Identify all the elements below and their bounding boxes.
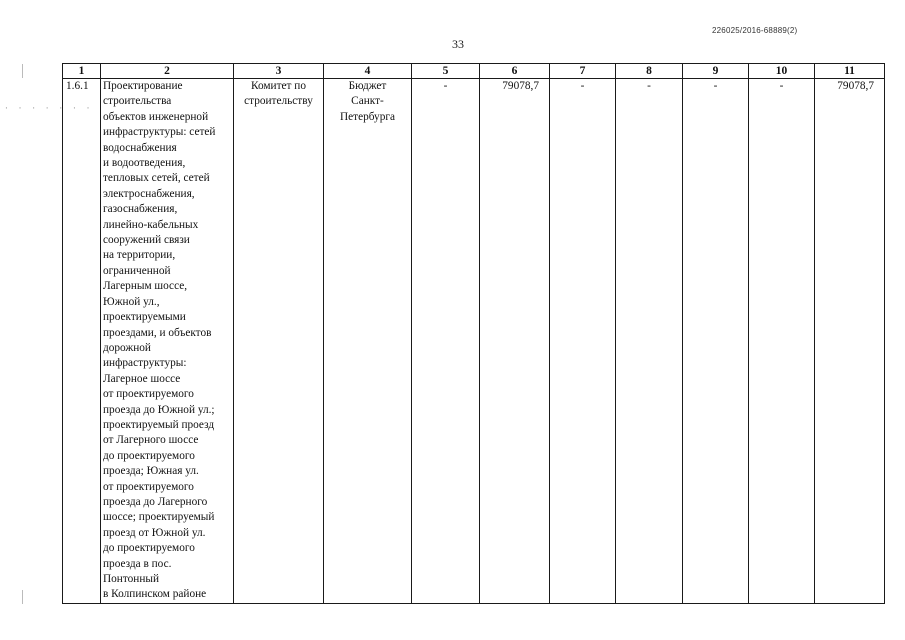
column-header-11: 11 <box>815 64 885 79</box>
cell-col8: - <box>616 79 683 604</box>
document-id: 226025/2016-68889(2) <box>712 26 798 35</box>
cell-col9: - <box>683 79 749 604</box>
description-line: объектов инженерной <box>103 110 209 123</box>
description-line: от проектируемого <box>103 388 194 401</box>
funding-source-line: Санкт- <box>351 95 384 108</box>
description-line: Южной ул., <box>103 295 160 308</box>
funding-source-line: Бюджет <box>348 80 387 92</box>
description-line: линейно-кабельных <box>103 218 199 231</box>
description-line: Лагерным шоссе, <box>103 280 188 293</box>
description-line: проезда; Южная ул. <box>103 465 199 478</box>
budget-table <box>62 63 885 604</box>
responsible-line: строительству <box>244 95 313 108</box>
description-line: и водоотведения, <box>103 157 186 170</box>
margin-tick <box>22 64 23 78</box>
project-description <box>101 79 234 604</box>
description-line: инфраструктуры: <box>103 357 187 370</box>
description-line: проектируемыми <box>103 311 186 324</box>
description-line: водоснабжения <box>103 141 177 154</box>
funding-source-line: Петербурга <box>339 110 396 123</box>
table-header-row <box>63 64 885 79</box>
description-line: ограниченной <box>103 264 171 277</box>
margin-dotted-line: · · · · · · · <box>4 104 93 113</box>
description-line: Проектирование <box>103 80 183 92</box>
column-header-4: 4 <box>324 64 412 79</box>
cell-col5: - <box>412 79 480 604</box>
description-line: от проектируемого <box>103 480 194 493</box>
description-line: проезда до Южной ул.; <box>103 403 215 416</box>
description-line: проезда в пос. <box>103 557 172 570</box>
cell-col6: 79078,7 <box>480 79 550 604</box>
row-number: 1.6.1 <box>63 79 101 604</box>
column-header-9: 9 <box>683 64 749 79</box>
description-line: проектируемый проезд <box>103 418 215 431</box>
cell-col7: - <box>550 79 616 604</box>
description-line: тепловых сетей, сетей <box>103 172 210 185</box>
description-line: инфраструктуры: сетей <box>103 126 216 139</box>
description-line: Понтонный <box>103 573 160 585</box>
column-header-1: 1 <box>63 64 101 79</box>
description-line: строительства <box>103 95 172 108</box>
description-line: газоснабжения, <box>103 203 178 216</box>
responsible-line: Комитет по <box>250 80 306 92</box>
description-line: дорожной <box>103 341 151 354</box>
description-line: проездами, и объектов <box>103 326 212 339</box>
column-header-2: 2 <box>101 64 234 79</box>
description-line: в Колпинском районе <box>103 588 207 601</box>
cell-col11: 79078,7 <box>815 79 885 604</box>
table-row <box>63 79 885 604</box>
description-line: до проектируемого <box>103 449 195 462</box>
description-line: проезда до Лагерного <box>103 495 208 508</box>
column-header-5: 5 <box>412 64 480 79</box>
cell-col10: - <box>749 79 815 604</box>
description-line: шоссе; проектируемый <box>103 511 215 524</box>
column-header-7: 7 <box>550 64 616 79</box>
description-line: Лагерное шоссе <box>103 372 181 385</box>
responsible-body <box>234 79 324 604</box>
description-line: на территории, <box>103 249 176 262</box>
column-header-8: 8 <box>616 64 683 79</box>
description-line: электроснабжения, <box>103 187 195 200</box>
funding-source <box>324 79 412 604</box>
description-line: проезд от Южной ул. <box>103 526 206 539</box>
description-line: от Лагерного шоссе <box>103 434 199 447</box>
column-header-6: 6 <box>480 64 550 79</box>
margin-tick <box>22 590 23 604</box>
column-header-10: 10 <box>749 64 815 79</box>
description-line: до проектируемого <box>103 542 195 555</box>
column-header-3: 3 <box>234 64 324 79</box>
page-number: 33 <box>452 37 464 51</box>
description-line: сооружений связи <box>103 234 190 247</box>
